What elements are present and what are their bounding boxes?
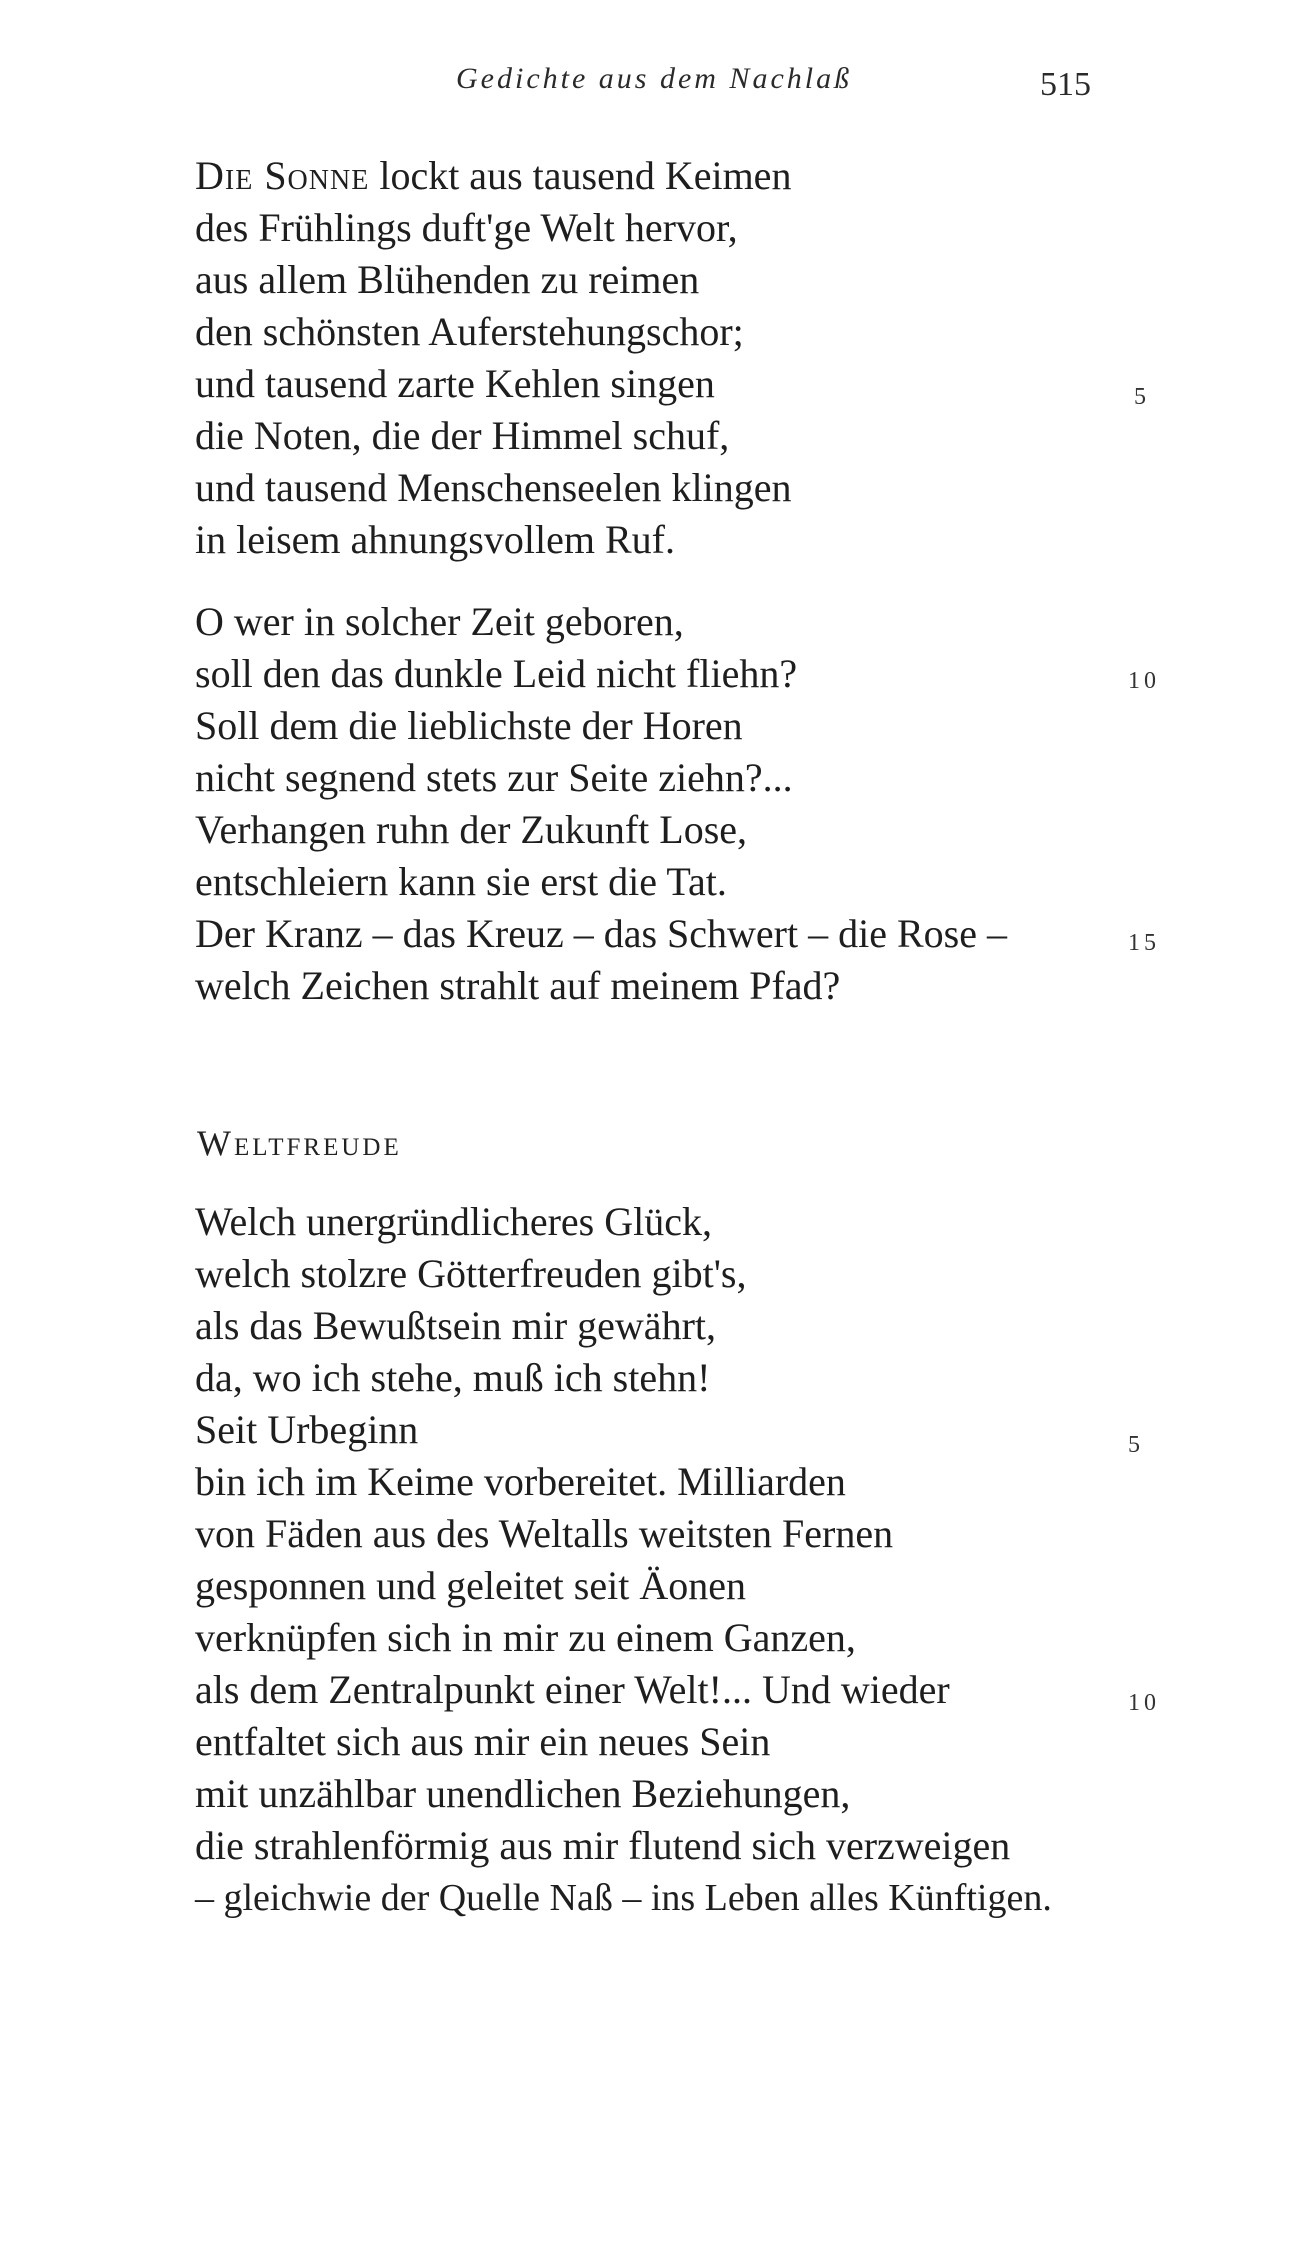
poem1-linenum-15: 15	[1128, 930, 1160, 956]
poem2-line-2: welch stolzre Götterfreuden gibt's,	[195, 1251, 747, 1296]
poem2-line-1: Welch unergründlicheres Glück,	[195, 1199, 712, 1244]
poem1-line-10: soll den das dunkle Leid nicht fliehn?	[195, 651, 798, 696]
poem2-title: Weltfreude	[197, 1123, 402, 1163]
poem1-line-6: die Noten, die der Himmel schuf,	[195, 413, 730, 458]
poem1-line-8: in leisem ahnungsvollem Ruf.	[195, 517, 675, 562]
poem2-linenum-5: 5	[1128, 1432, 1144, 1458]
poem2-line-4: da, wo ich stehe, muß ich stehn!	[195, 1355, 711, 1400]
poem1-line-2: des Frühlings duft'ge Welt hervor,	[195, 205, 738, 250]
poem1-line-16: welch Zeichen strahlt auf meinem Pfad?	[195, 963, 841, 1008]
poem2-line-5: Seit Urbeginn	[195, 1407, 419, 1452]
poem1-line-13: Verhangen ruhn der Zukunft Lose,	[195, 807, 748, 852]
poem2-line-7: von Fäden aus des Weltalls weitsten Fernen	[195, 1511, 894, 1556]
poem1-line-5: und tausend zarte Kehlen singen	[195, 361, 715, 406]
poem1-line-15: Der Kranz – das Kreuz – das Schwert – die Rose –	[195, 911, 1007, 956]
running-title: Gedichte aus dem Nachlaß	[456, 62, 853, 95]
poem2-line-13: die strahlenförmig aus mir flutend sich verzweigen	[195, 1823, 1011, 1868]
poem1-line-12: nicht segnend stets zur Seite ziehn?...	[195, 755, 793, 800]
poem1-line-14: entschleiern kann sie erst die Tat.	[195, 859, 727, 904]
poem2-line-8: gesponnen und geleitet seit Äonen	[195, 1563, 746, 1608]
poem1-linenum-5: 5	[1134, 384, 1150, 410]
poem2-line-11: entfaltet sich aus mir ein neues Sein	[195, 1719, 771, 1764]
poem1-line-1	[195, 150, 791, 202]
poem1-line-3: aus allem Blühenden zu reimen	[195, 257, 700, 302]
poem2-line-3: als das Bewußtsein mir gewährt,	[195, 1303, 716, 1348]
poem2-line-14: – gleichwie der Quelle Naß – ins Leben alles Künftigen.	[195, 1877, 1052, 1919]
poem2-line-9: verknüpfen sich in mir zu einem Ganzen,	[195, 1615, 856, 1660]
poem2-linenum-10: 10	[1128, 1690, 1160, 1716]
poem1-line-4: den schönsten Auferstehungschor;	[195, 309, 744, 354]
poem2-line-10: als dem Zentralpunkt einer Welt!... Und wieder	[195, 1667, 950, 1712]
poem1-line-11: Soll dem die lieblichste der Horen	[195, 703, 743, 748]
poem1-linenum-10: 10	[1128, 668, 1160, 694]
page-number: 515	[1040, 66, 1091, 103]
poem1-line-7: und tausend Menschenseelen klingen	[195, 465, 792, 510]
poem1-line-9: O wer in solcher Zeit geboren,	[195, 599, 684, 644]
poem1-line-1-rest: lockt aus tausend Keimen	[379, 153, 792, 198]
poem2-line-12: mit unzählbar unendlichen Beziehungen,	[195, 1771, 851, 1816]
poem2-line-6: bin ich im Keime vorbereitet. Milliarden	[195, 1459, 846, 1504]
poem1-opening-words: Die Sonne	[195, 153, 370, 198]
